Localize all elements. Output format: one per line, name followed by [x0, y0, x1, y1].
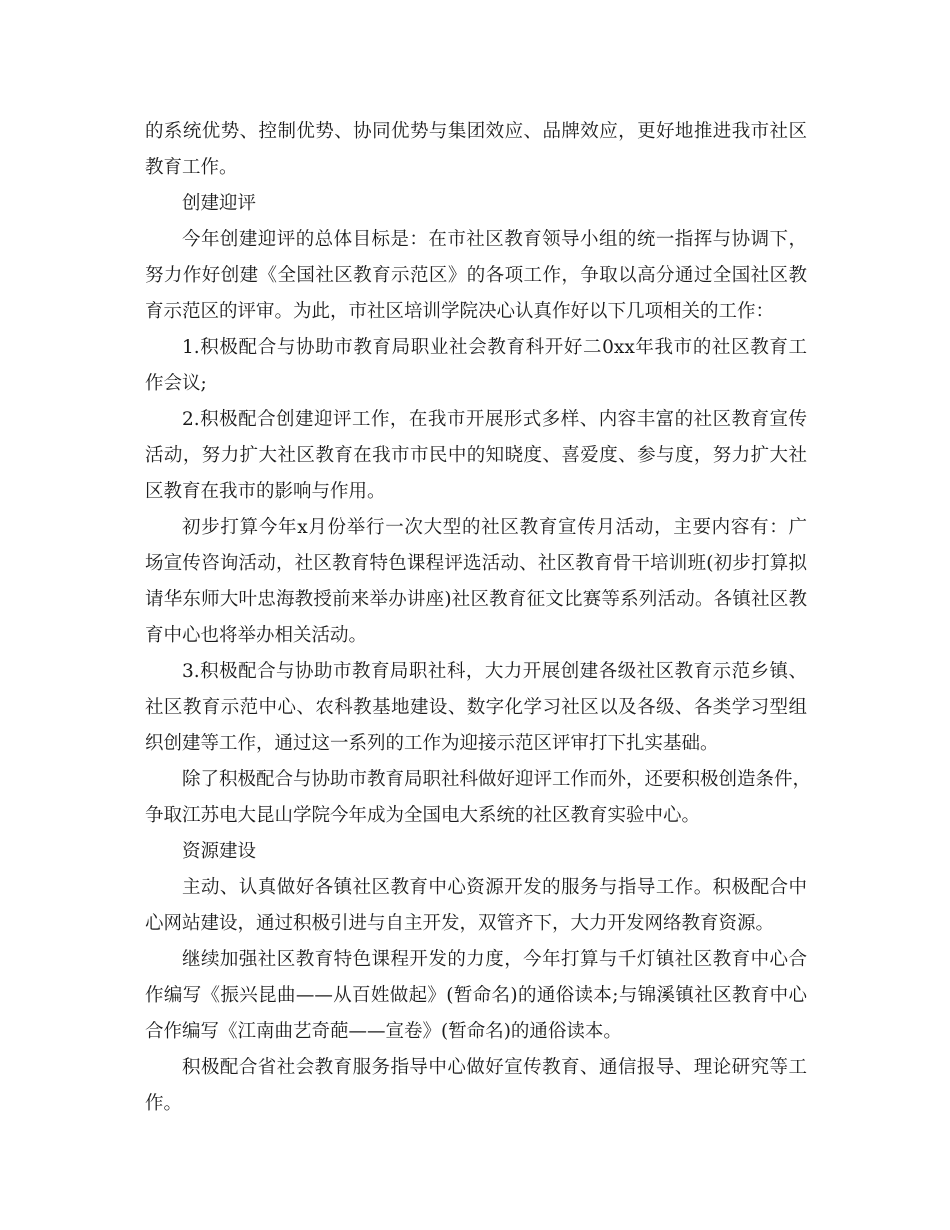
- text-line: 教育工作。: [145, 157, 238, 178]
- text-line: 活动，努力扩大社区教育在我市市民中的知晓度、喜爱度、参与度，努力扩大社: [145, 445, 807, 466]
- text-line: 2.积极配合创建迎评工作，在我市开展形式多样、内容丰富的社区教育宣传: [182, 409, 807, 430]
- text-line: 初步打算今年x月份举行一次大型的社区教育宣传月活动，主要内容有：广: [182, 517, 807, 538]
- text-line: 今年创建迎评的总体目标是：在市社区教育领导小组的统一指挥与协调下，: [182, 229, 807, 250]
- paragraph: [145, 222, 807, 330]
- text-line: 作编写《振兴昆曲——从百姓做起》(暂命名)的通俗读本;与锦溪镇社区教育中心: [145, 985, 807, 1006]
- paragraph: [145, 186, 807, 222]
- text-line: 除了积极配合与协助市教育局职社科做好迎评工作而外，还要积极创造条件，: [182, 769, 812, 790]
- paragraph: [145, 870, 807, 942]
- paragraph: [145, 510, 807, 654]
- text-line: 3.积极配合与协助市教育局职社科，大力开展创建各级社区教育示范乡镇、: [182, 661, 807, 682]
- paragraph: [145, 114, 807, 186]
- text-line: 心网站建设，通过积极引进与自主开发，双管齐下，大力开发网络教育资源。: [145, 913, 775, 934]
- text-line: 的系统优势、控制优势、协同优势与集团效应、品牌效应，更好地推进我市社区: [145, 121, 807, 142]
- paragraph: [145, 834, 807, 870]
- text-line: 资源建设: [182, 841, 257, 862]
- text-line: 作。: [145, 1093, 183, 1114]
- text-line: 主动、认真做好各镇社区教育中心资源开发的服务与指导工作。积极配合中: [182, 877, 807, 898]
- paragraph: [145, 1050, 807, 1122]
- text-line: 创建迎评: [182, 193, 257, 214]
- text-line: 育中心也将举办相关活动。: [145, 625, 368, 646]
- text-line: 作会议;: [145, 373, 207, 394]
- paragraph: [145, 330, 807, 402]
- text-line: 积极配合省社会教育服务指导中心做好宣传教育、通信报导、理论研究等工: [182, 1057, 807, 1078]
- text-line: 场宣传咨询活动，社区教育特色课程评选活动、社区教育骨干培训班(初步打算拟: [145, 553, 807, 574]
- text-line: 继续加强社区教育特色课程开发的力度，今年打算与千灯镇社区教育中心合: [182, 949, 807, 970]
- text-line: 努力作好创建《全国社区教育示范区》的各项工作，争取以高分通过全国社区教: [145, 265, 807, 286]
- text-line: 育示范区的评审。为此，市社区培训学院决心认真作好以下几项相关的工作：: [145, 301, 775, 322]
- document-body: [145, 114, 812, 1122]
- text-line: 社区教育示范中心、农科教基地建设、数字化学习社区以及各级、各类学习型组: [145, 697, 807, 718]
- text-line: 1.积极配合与协助市教育局职业社会教育科开好二0xx年我市的社区教育工: [182, 337, 807, 358]
- text-line: 请华东师大叶忠海教授前来举办讲座)社区教育征文比赛等系列活动。各镇社区教: [145, 589, 807, 610]
- text-line: 合作编写《江南曲艺奇葩——宣卷》(暂命名)的通俗读本。: [145, 1021, 622, 1042]
- paragraph: [145, 402, 807, 510]
- paragraph: [145, 942, 807, 1050]
- paragraph: [145, 654, 807, 762]
- text-line: 区教育在我市的影响与作用。: [145, 481, 386, 502]
- paragraph: [145, 762, 812, 834]
- text-line: 织创建等工作，通过这一系列的工作为迎接示范区评审打下扎实基础。: [145, 733, 719, 754]
- text-line: 争取江苏电大昆山学院今年成为全国电大系统的社区教育实验中心。: [145, 805, 701, 826]
